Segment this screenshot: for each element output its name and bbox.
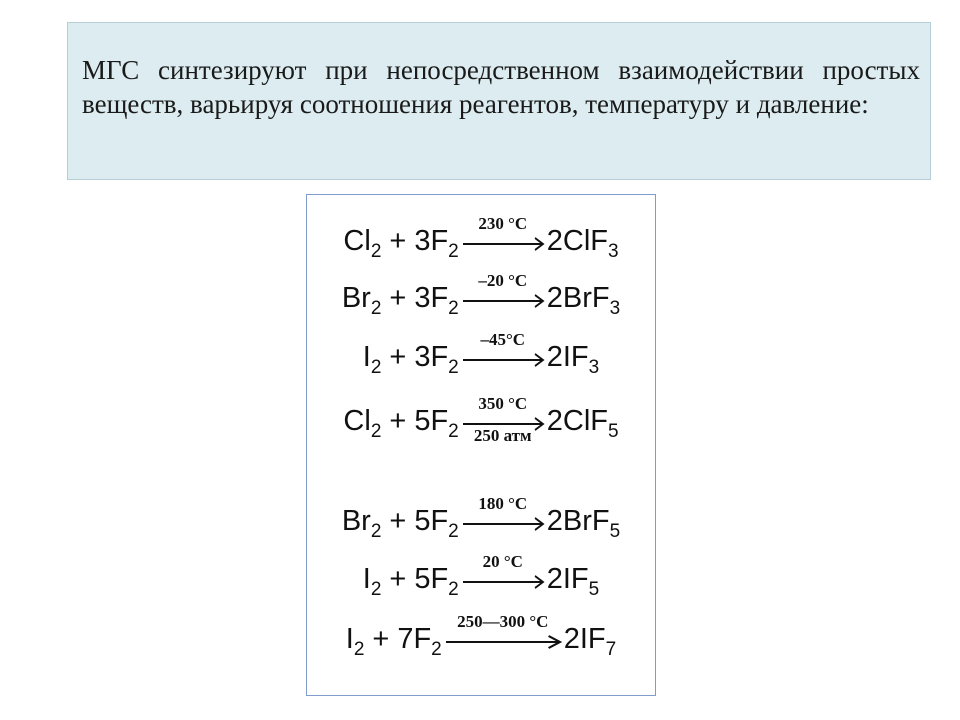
equation-row <box>307 494 655 542</box>
plus-sign: + <box>372 623 390 655</box>
reaction-arrow <box>463 330 543 366</box>
equation-row <box>307 271 655 319</box>
reactant-2-subscript: 2 <box>448 357 459 378</box>
reactant-2: $5F_2$ <box>414 563 459 600</box>
product-subscript: 3 <box>609 298 621 319</box>
intro-box <box>67 22 931 180</box>
reactant-1-subscript: 2 <box>370 579 382 600</box>
plus-sign: + <box>389 341 407 373</box>
reactant-2-subscript: 2 <box>448 298 459 319</box>
condition-top: 250—300 °C <box>457 612 549 631</box>
reactant-2-subscript: 2 <box>448 521 459 542</box>
reactant-1-subscript: 2 <box>370 521 382 542</box>
reactant-1: $Br_2$ <box>341 282 382 319</box>
equation-row <box>307 394 655 445</box>
condition-bottom: 250 атм <box>473 426 532 445</box>
reactant-2-subscript: 2 <box>448 241 459 262</box>
reaction-arrow <box>463 494 543 530</box>
arrow-icon <box>463 293 543 309</box>
condition-top: 230 °C <box>478 214 528 233</box>
reactant-1: $I_2$ <box>362 563 382 600</box>
reactant-2-subscript: 2 <box>448 579 459 600</box>
plus-sign: + <box>389 225 407 257</box>
product: $2IF_3$ <box>546 341 600 378</box>
condition-top: –45°C <box>480 330 526 349</box>
reactant-2: $7F_2$ <box>397 623 442 660</box>
reactant-1: $I_2$ <box>362 341 382 378</box>
condition-top: 20 °C <box>482 552 523 571</box>
arrow-icon <box>463 516 543 532</box>
arrow-icon <box>446 634 560 650</box>
reaction-arrow <box>463 552 543 588</box>
reactant-1-subscript: 2 <box>370 298 382 319</box>
reactant-1: $I_2$ <box>345 623 365 660</box>
arrow-icon <box>463 236 543 252</box>
reaction-arrow <box>463 214 543 250</box>
arrow-icon <box>463 574 543 590</box>
reactant-1-subscript: 2 <box>370 357 382 378</box>
condition-top: 180 °C <box>478 494 528 513</box>
reaction-arrow <box>446 612 560 648</box>
plus-sign: + <box>389 405 407 437</box>
product: 2BrF$_3$ <box>546 282 621 319</box>
equation-row <box>307 612 655 660</box>
condition-top: –20 °C <box>478 271 528 290</box>
equation-row <box>307 214 655 262</box>
condition-top: 350 °C <box>478 394 528 413</box>
plus-sign: + <box>389 505 407 537</box>
product-subscript: 7 <box>605 639 617 660</box>
intro-text: МГС синтезируют при непосредственном взаимодействии простых веществ, варьируя соотношения реагентов, температуру и давление: <box>82 55 920 119</box>
product-subscript: 5 <box>609 521 621 542</box>
reactant-1-subscript: 2 <box>370 421 382 442</box>
reactant-2-subscript: 2 <box>448 421 459 442</box>
product: $2IF_7$ <box>563 623 617 660</box>
product: 2ClF$_5$ <box>546 405 619 442</box>
reaction-arrow <box>463 394 543 445</box>
arrow-icon <box>463 352 543 368</box>
reactant-1: $Cl_2$ <box>343 405 382 442</box>
reactant-1-subscript: 2 <box>370 241 382 262</box>
reactant-2: $5F_2$ <box>414 505 459 542</box>
reactant-2-subscript: 2 <box>431 639 442 660</box>
reaction-arrow <box>463 271 543 307</box>
reactant-1: $Br_2$ <box>341 505 382 542</box>
equation-row <box>307 330 655 378</box>
product-subscript: 5 <box>588 579 600 600</box>
product: $2IF_5$ <box>546 563 600 600</box>
reactant-2: $3F_2$ <box>414 341 459 378</box>
reactant-1-subscript: 2 <box>353 639 365 660</box>
product: 2BrF$_5$ <box>546 505 621 542</box>
reactant-2: $3F_2$ <box>414 225 459 262</box>
product-subscript: 3 <box>588 357 600 378</box>
product-subscript: 5 <box>607 421 619 442</box>
reactant-2: $5F_2$ <box>414 405 459 442</box>
product: 2ClF$_3$ <box>546 225 619 262</box>
product-subscript: 3 <box>607 241 619 262</box>
reactant-1: $Cl_2$ <box>343 225 382 262</box>
equations-box <box>306 194 656 696</box>
plus-sign: + <box>389 282 407 314</box>
plus-sign: + <box>389 563 407 595</box>
reactant-2: $3F_2$ <box>414 282 459 319</box>
equation-row <box>307 552 655 600</box>
